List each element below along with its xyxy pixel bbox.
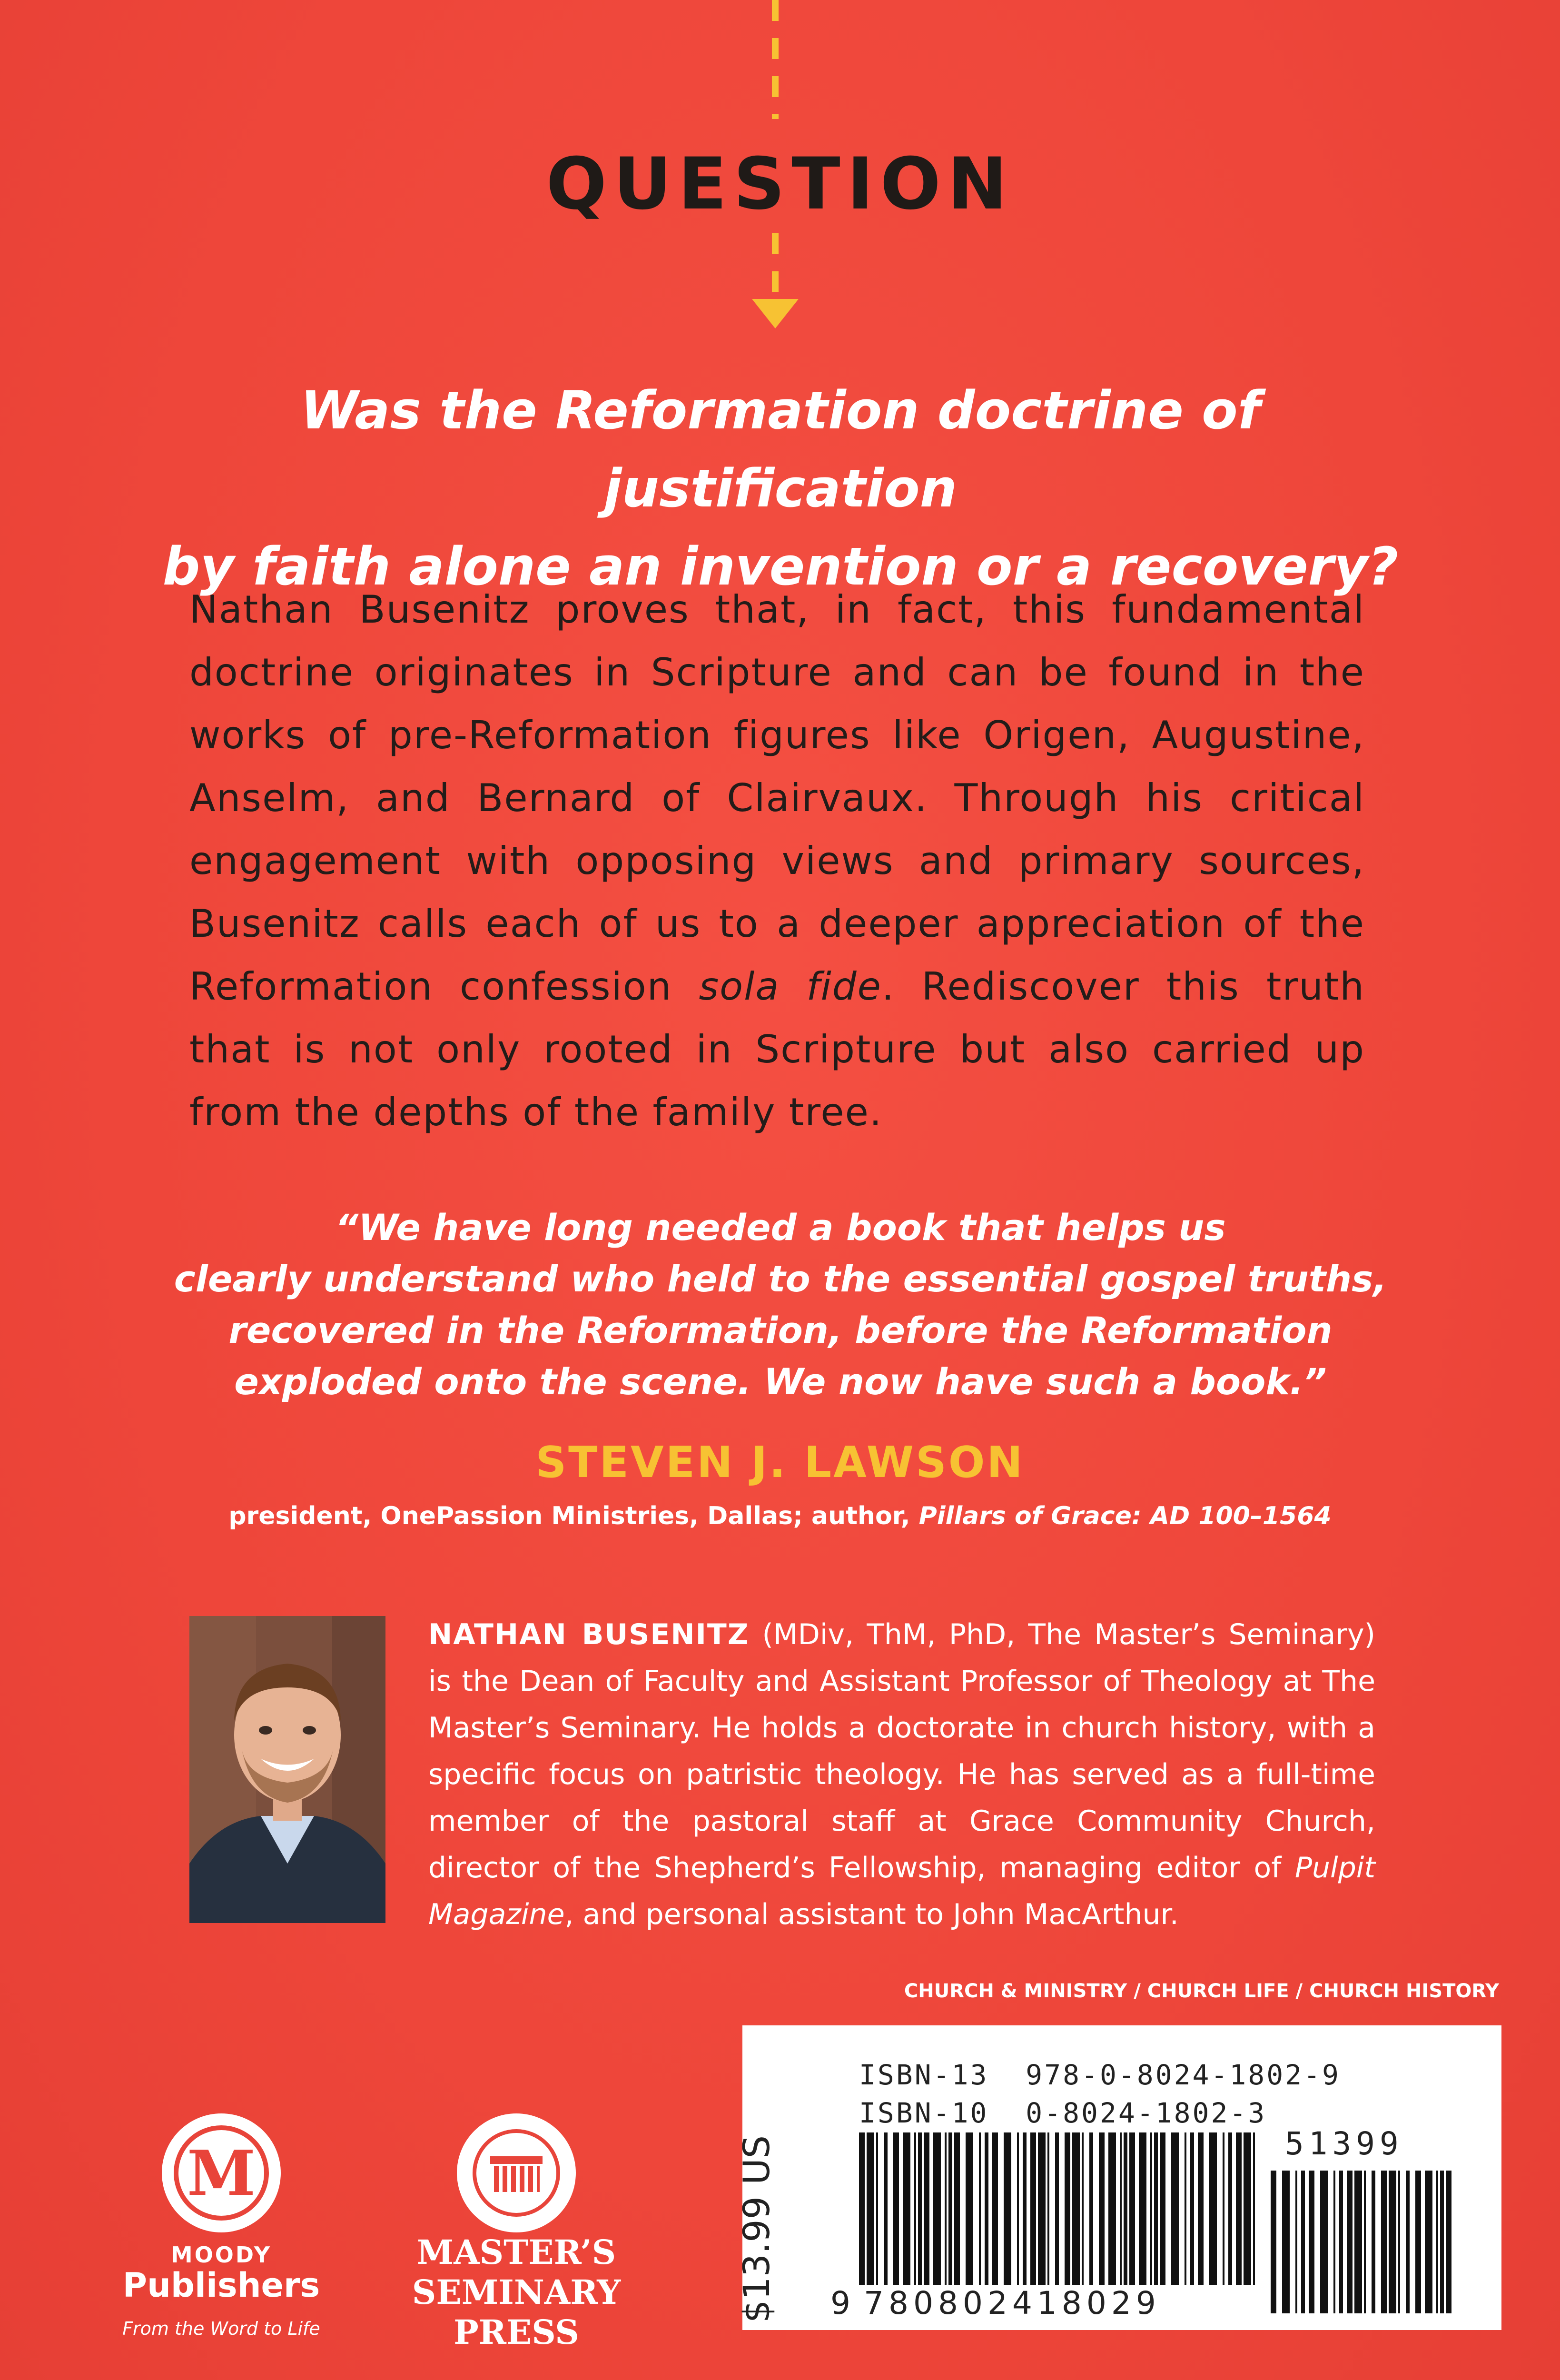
headline <box>119 371 1442 605</box>
tms-line-2: SEMINARY <box>412 2272 621 2312</box>
barcode-bar <box>1309 2171 1314 2313</box>
barcode-bar <box>948 2132 952 2285</box>
barcode-bar <box>1023 2132 1027 2285</box>
barcode-bar <box>1129 2132 1135 2285</box>
author-bio-part-1: (MDiv, ThM, PhD, The Master’s Seminary) is the Dean of Faculty and Assistant Professor of Theology at The Master’s Seminary. He holds a doctorate in church history, with a specific focus on patristic theology. He has served as a full-time member of the pastoral staff at Grace Community Church, director of the Shepherd’s Fellowship, managing editor of <box>428 1618 1375 1884</box>
barcode-bar <box>954 2132 960 2285</box>
price-barcode <box>1271 2171 1461 2313</box>
barcode-bar <box>1339 2171 1343 2313</box>
barcode-bar <box>1065 2132 1070 2285</box>
barcode-bar <box>1446 2171 1451 2313</box>
top-dashed-line <box>772 0 779 119</box>
barcode-bar <box>876 2132 878 2285</box>
isbn10-row <box>859 2097 1266 2129</box>
barcode-bar <box>914 2132 916 2285</box>
tms-line-3: PRESS <box>454 2312 579 2352</box>
quote-line-3: recovered in the Reformation, before the Reformation <box>228 1309 1333 1351</box>
barcode-bar <box>859 2132 865 2285</box>
tms-building-icon <box>471 2128 562 2218</box>
quote-line-2: clearly understand who held to the essential gospel truths, <box>174 1258 1387 1300</box>
barcode-bar <box>979 2132 981 2285</box>
tms-wordmark <box>397 2232 635 2352</box>
tms-line-1: MASTER’S <box>416 2232 616 2272</box>
barcode-bar <box>893 2132 899 2285</box>
category-label: CHURCH & MINISTRY / CHURCH LIFE / CHURCH HISTORY <box>904 1980 1499 2002</box>
barcode-bar <box>1072 2132 1080 2285</box>
barcode-bar <box>1089 2132 1093 2285</box>
barcode-bar <box>1055 2132 1059 2285</box>
author-name: NATHAN BUSENITZ <box>428 1618 750 1651</box>
headline-line-1: Was the Reformation doctrine of justification <box>300 380 1261 519</box>
barcode-bar <box>1372 2171 1375 2313</box>
endorser-name: STEVEN J. LAWSON <box>535 1438 1025 1488</box>
barcode-bar <box>1320 2171 1328 2313</box>
barcode-bar <box>1120 2132 1122 2285</box>
barcode-bar <box>1223 2132 1224 2285</box>
author-photo <box>189 1616 385 1923</box>
moody-monogram: M <box>174 2125 269 2221</box>
ean-barcode <box>859 2132 1259 2285</box>
barcode-bar <box>1253 2132 1255 2285</box>
barcode-bar <box>1038 2132 1046 2285</box>
price-code: 51399 <box>1285 2125 1403 2162</box>
barcode-bar <box>1209 2132 1217 2285</box>
ean-digits: 780802418029 <box>864 2285 1161 2321</box>
barcode-bar <box>1139 2132 1146 2285</box>
barcode-bar <box>1236 2132 1242 2285</box>
barcode-bar <box>1150 2132 1152 2285</box>
barcode-bar <box>1154 2132 1158 2285</box>
endorser-title-prefix: president, OnePassion Ministries, Dallas; author, <box>228 1502 919 1530</box>
barcode-bar <box>1282 2171 1290 2313</box>
author-bio-part-2: , and personal assistant to John MacArthur. <box>564 1898 1179 1931</box>
price-text: $13.99 US <box>735 2135 778 2323</box>
book-description <box>189 578 1365 1144</box>
barcode-bar <box>1124 2132 1127 2285</box>
barcode-bar <box>992 2132 998 2285</box>
barcode-bar <box>1185 2132 1186 2285</box>
barcode-bar <box>1190 2132 1194 2285</box>
barcode-bar <box>1099 2132 1105 2285</box>
barcode-bar <box>1271 2171 1276 2313</box>
quote-line-1: “We have long needed a book that helps us <box>335 1206 1226 1249</box>
lower-dashed-line <box>772 233 779 298</box>
barcode-bar <box>1295 2171 1297 2313</box>
barcode-bar <box>884 2132 888 2285</box>
barcode-bar <box>1389 2171 1396 2313</box>
barcode-bar <box>867 2132 874 2285</box>
barcode-bar <box>1415 2171 1421 2313</box>
barcode-bar <box>918 2132 922 2285</box>
description-emphasis: sola fide <box>699 964 882 1009</box>
isbn13-value: 978-0-8024-1802-9 <box>1026 2059 1341 2091</box>
author-bio-magazine: Pulpit Magazine <box>428 1851 1375 1931</box>
moody-publishers-text: Publishers <box>122 2266 320 2305</box>
barcode-bar <box>1160 2132 1165 2285</box>
isbn10-value: 0-8024-1802-3 <box>1026 2097 1267 2129</box>
barcode-bar <box>1406 2171 1410 2313</box>
barcode-bar <box>1108 2132 1116 2285</box>
description-part-2: . Rediscover this truth that is not only rooted in Scripture but also carried up from the depths of the family tree. <box>189 964 1365 1134</box>
tms-seal-icon <box>457 2113 576 2232</box>
tms-logo <box>457 2113 576 2232</box>
barcode-bar <box>903 2132 910 2285</box>
barcode-bar <box>1364 2171 1366 2313</box>
barcode-bar <box>1347 2171 1353 2313</box>
barcode-bar <box>1082 2132 1084 2285</box>
barcode-bar <box>985 2132 988 2285</box>
barcode-bar <box>1228 2132 1232 2285</box>
description-part-1: Nathan Busenitz proves that, in fact, this fundamental doctrine originates in Scripture and can be found in the works of pre-Reformation figures like Origen, Augustine, Anselm, and Bernard of Clairvaux. Through his critical engagement with opposing views and primary sources, Busenitz calls each of us to a deeper appreciation of the Reformation confession <box>189 587 1365 1009</box>
barcode-bar <box>1436 2171 1438 2313</box>
barcode-bar <box>1381 2171 1387 2313</box>
endorser-book-title: Pillars of Grace: AD 100–1564 <box>918 1502 1332 1530</box>
moody-m-icon <box>162 2113 281 2232</box>
isbn13-label: ISBN-13 <box>859 2059 989 2091</box>
barcode-bar <box>924 2132 929 2285</box>
author-portrait-icon <box>189 1616 385 1923</box>
question-heading: QUESTION <box>546 143 1014 226</box>
barcode-bar <box>1047 2132 1049 2285</box>
barcode-bar <box>933 2132 941 2285</box>
isbn13-row <box>859 2059 1341 2091</box>
barcode-bar <box>1354 2171 1362 2313</box>
barcode-bar <box>1244 2132 1251 2285</box>
arrow-down-icon <box>752 299 799 328</box>
barcode-bar <box>1171 2132 1179 2285</box>
moody-logo <box>162 2113 281 2232</box>
endorser-title <box>0 1502 1560 1530</box>
barcode-bar <box>1004 2132 1011 2285</box>
barcode-bar <box>1425 2171 1432 2313</box>
barcode-bar <box>966 2132 973 2285</box>
isbn10-label: ISBN-10 <box>859 2097 989 2129</box>
barcode-bar <box>1301 2171 1305 2313</box>
barcode-bar <box>1017 2132 1019 2285</box>
barcode-bar <box>1030 2132 1036 2285</box>
endorsement-quote <box>133 1202 1428 1408</box>
barcode-bar <box>1333 2171 1335 2313</box>
barcode-bar <box>945 2132 947 2285</box>
moody-top-text: MOODY <box>170 2242 272 2268</box>
moody-tagline: From the Word to Life <box>122 2318 320 2339</box>
barcode-bar <box>1440 2171 1444 2313</box>
quote-line-4: exploded onto the scene. We now have such a book.” <box>234 1360 1327 1403</box>
author-bio <box>428 1611 1375 1938</box>
barcode-bar <box>1198 2132 1204 2285</box>
headline-line-2: by faith alone an invention or a recovery? <box>162 536 1399 597</box>
ean-first-digit: 9 <box>830 2285 850 2321</box>
barcode-bar <box>1398 2171 1400 2313</box>
